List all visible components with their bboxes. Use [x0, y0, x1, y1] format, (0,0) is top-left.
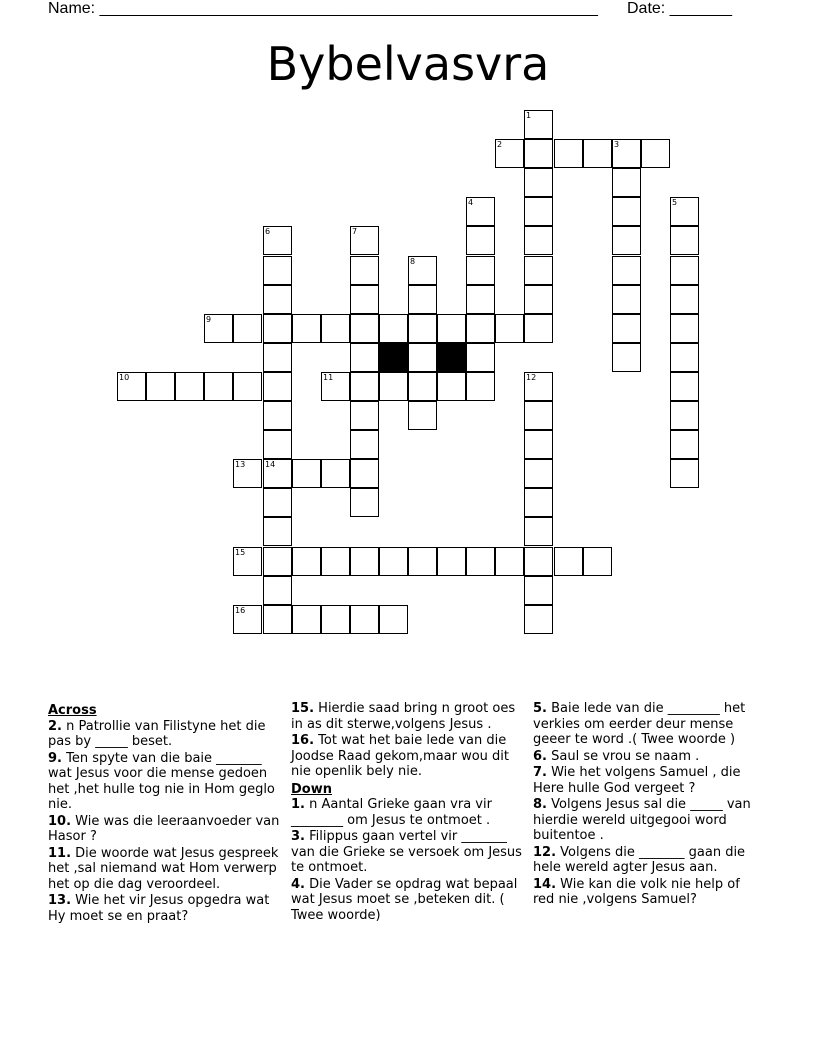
grid-cell[interactable]	[321, 314, 350, 343]
grid-cell[interactable]	[263, 314, 292, 343]
grid-cell[interactable]	[437, 547, 466, 576]
grid-cell[interactable]	[612, 226, 641, 255]
clues-column-1	[48, 701, 280, 925]
grid-cell[interactable]	[117, 372, 146, 401]
grid-cell[interactable]	[350, 314, 379, 343]
clue-down-8: 8. Volgens Jesus sal die _____ van hierdie wereld uitgegooi word buitentoe .	[533, 797, 751, 843]
grid-cell[interactable]	[466, 226, 495, 255]
grid-cell[interactable]	[612, 139, 641, 168]
grid-cell[interactable]	[670, 372, 699, 401]
grid-cell[interactable]	[263, 576, 292, 605]
grid-cell[interactable]	[263, 547, 292, 576]
grid-cell[interactable]	[379, 605, 408, 634]
grid-cell[interactable]	[263, 226, 292, 255]
grid-cell[interactable]	[350, 547, 379, 576]
grid-cell[interactable]	[408, 314, 437, 343]
clue-number: 7	[352, 227, 358, 236]
clues-column-2	[291, 701, 523, 924]
grid-cell[interactable]	[263, 605, 292, 634]
grid-cell[interactable]	[524, 110, 553, 139]
clue-number: 14	[265, 460, 276, 469]
grid-cell[interactable]	[670, 285, 699, 314]
clue-number: 4	[468, 198, 474, 207]
grid-cell[interactable]	[524, 401, 553, 430]
grid-cell[interactable]	[350, 401, 379, 430]
grid-cell[interactable]	[204, 372, 233, 401]
clue-across-10: 10. Wie was die leeraanvoeder van Hasor ?	[48, 813, 280, 844]
clue-down-3: 3. Filippus gaan vertel vir _______ van die Grieke se versoek om Jesus te ontmoet.	[291, 829, 522, 875]
clue-across-16: 16. Tot wat het baie lede van die Joodse Raad gekom,maar wou dit nie openlik bely nie.	[291, 733, 510, 779]
grid-cell[interactable]	[321, 605, 350, 634]
grid-cell[interactable]	[263, 517, 292, 546]
clue-number: 9	[206, 315, 212, 324]
grid-cell[interactable]	[263, 256, 292, 285]
black-cell	[437, 343, 466, 372]
grid-cell[interactable]	[263, 459, 292, 488]
grid-cell[interactable]	[524, 576, 553, 605]
grid-cell[interactable]	[437, 372, 466, 401]
date-field-label: Date: _______	[627, 0, 732, 17]
grid-cell[interactable]	[408, 372, 437, 401]
grid-cell[interactable]	[612, 197, 641, 226]
grid-cell[interactable]	[524, 488, 553, 517]
grid-cell[interactable]	[350, 372, 379, 401]
grid-cell[interactable]	[670, 459, 699, 488]
grid-cell[interactable]	[466, 372, 495, 401]
grid-cell[interactable]	[292, 605, 321, 634]
clue-number: 13	[235, 460, 246, 469]
clue-number: 15	[235, 548, 246, 557]
grid-cell[interactable]	[554, 139, 583, 168]
grid-cell[interactable]	[524, 285, 553, 314]
clue-across-2: 2. n Patrollie van Filistyne het die pas by _____ beset.	[48, 718, 266, 749]
grid-cell[interactable]	[292, 459, 321, 488]
grid-cell[interactable]	[495, 547, 524, 576]
grid-cell[interactable]	[670, 430, 699, 459]
clue-down-4: 4. Die Vader se opdrag wat bepaal wat Jesus moet se ,beteken dit. ( Twee woorde)	[291, 876, 518, 923]
grid-cell[interactable]	[495, 314, 524, 343]
grid-cell[interactable]	[233, 547, 262, 576]
grid-cell[interactable]	[350, 343, 379, 372]
clue-across-9: 9. Ten spyte van die baie _______ wat Jesus voor die mense gedoen het ,het hulle tog nie in Hom geglo nie.	[48, 750, 275, 812]
clue-number: 6	[265, 227, 271, 236]
grid-cell[interactable]	[263, 372, 292, 401]
grid-cell[interactable]	[612, 256, 641, 285]
down-heading: Down	[291, 781, 332, 797]
grid-cell[interactable]	[495, 139, 524, 168]
grid-cell[interactable]	[263, 285, 292, 314]
grid-cell[interactable]	[408, 256, 437, 285]
grid-cell[interactable]	[233, 605, 262, 634]
grid-cell[interactable]	[350, 256, 379, 285]
clue-number: 10	[119, 373, 130, 382]
grid-cell[interactable]	[379, 547, 408, 576]
grid-cell[interactable]	[233, 372, 262, 401]
clue-number: 12	[526, 373, 537, 382]
grid-cell[interactable]	[321, 547, 350, 576]
grid-cell[interactable]	[554, 547, 583, 576]
grid-cell[interactable]	[321, 459, 350, 488]
clue-down-14: 14. Wie kan die volk nie help of red nie ,volgens Samuel?	[533, 876, 740, 907]
grid-cell[interactable]	[466, 285, 495, 314]
clue-down-5: 5. Baie lede van die ________ het verkies om eerder deur mense geeer te word .( Twee woorde )	[533, 701, 746, 747]
clue-across-11: 11. Die woorde wat Jesus gespreek het ,sal niemand wat Hom verwerp het op die dag veroordeel.	[48, 845, 279, 892]
grid-cell[interactable]	[670, 226, 699, 255]
grid-cell[interactable]	[350, 488, 379, 517]
grid-cell[interactable]	[350, 430, 379, 459]
grid-cell[interactable]	[670, 197, 699, 226]
clue-down-12: 12. Volgens die _______ gaan die hele wereld agter Jesus aan.	[533, 844, 746, 875]
grid-cell[interactable]	[524, 314, 553, 343]
clue-down-6: 6. Saul se vrou se naam .	[533, 748, 700, 764]
grid-cell[interactable]	[583, 139, 612, 168]
clue-across-13: 13. Wie het vir Jesus opgedra wat Hy moet se en praat?	[48, 893, 270, 924]
grid-cell[interactable]	[524, 372, 553, 401]
grid-cell[interactable]	[612, 168, 641, 197]
grid-cell[interactable]	[379, 372, 408, 401]
clue-down-1: 1. n Aantal Grieke gaan vra vir ________ om Jesus te ontmoet .	[291, 797, 492, 828]
grid-cell[interactable]	[379, 314, 408, 343]
clues-column-3	[533, 701, 765, 909]
grid-cell[interactable]	[466, 197, 495, 226]
grid-cell[interactable]	[350, 605, 379, 634]
grid-cell[interactable]	[175, 372, 204, 401]
grid-cell[interactable]	[263, 430, 292, 459]
grid-cell[interactable]	[524, 605, 553, 634]
clue-number: 11	[323, 373, 334, 382]
grid-cell[interactable]	[670, 256, 699, 285]
grid-cell[interactable]	[524, 256, 553, 285]
clue-across-15: 15. Hierdie saad bring n groot oes in as dit sterwe,volgens Jesus .	[291, 701, 516, 732]
grid-cell[interactable]	[408, 343, 437, 372]
page-title: Bybelvasvra	[266, 37, 550, 91]
grid-cell[interactable]	[263, 343, 292, 372]
grid-cell[interactable]	[437, 314, 466, 343]
grid-cell[interactable]	[524, 226, 553, 255]
grid-cell[interactable]	[524, 430, 553, 459]
grid-cell[interactable]	[350, 459, 379, 488]
grid-cell[interactable]	[670, 343, 699, 372]
grid-cell[interactable]	[466, 547, 495, 576]
grid-cell[interactable]	[524, 139, 553, 168]
grid-cell[interactable]	[292, 547, 321, 576]
grid-cell[interactable]	[292, 314, 321, 343]
grid-cell[interactable]	[583, 547, 612, 576]
grid-cell[interactable]	[524, 197, 553, 226]
name-field-label: Name: ________________________________________________________	[48, 0, 598, 17]
grid-cell[interactable]	[408, 285, 437, 314]
grid-cell[interactable]	[233, 459, 262, 488]
clue-number: 2	[497, 140, 503, 149]
grid-cell[interactable]	[233, 314, 262, 343]
clue-number: 3	[614, 140, 620, 149]
grid-cell[interactable]	[524, 459, 553, 488]
grid-cell[interactable]	[612, 343, 641, 372]
grid-cell[interactable]	[670, 401, 699, 430]
grid-cell[interactable]	[524, 168, 553, 197]
grid-cell[interactable]	[524, 547, 553, 576]
grid-cell[interactable]	[146, 372, 175, 401]
clue-number: 8	[410, 257, 416, 266]
grid-cell[interactable]	[321, 372, 350, 401]
clue-down-7: 7. Wie het volgens Samuel , die Here hulle God vergeet ?	[533, 765, 741, 796]
grid-cell[interactable]	[263, 401, 292, 430]
grid-cell[interactable]	[466, 256, 495, 285]
grid-cell[interactable]	[466, 314, 495, 343]
grid-cell[interactable]	[612, 285, 641, 314]
grid-cell[interactable]	[204, 314, 233, 343]
grid-cell[interactable]	[524, 517, 553, 546]
grid-cell[interactable]	[350, 226, 379, 255]
grid-cell[interactable]	[670, 314, 699, 343]
grid-cell[interactable]	[408, 401, 437, 430]
grid-cell[interactable]	[466, 343, 495, 372]
grid-cell[interactable]	[350, 285, 379, 314]
grid-cell[interactable]	[263, 488, 292, 517]
grid-cell[interactable]	[641, 139, 670, 168]
grid-cell[interactable]	[408, 547, 437, 576]
clue-number: 5	[672, 198, 678, 207]
clue-number: 16	[235, 606, 246, 615]
clue-number: 1	[526, 111, 532, 120]
across-heading: Across	[48, 703, 97, 718]
black-cell	[379, 343, 408, 372]
grid-cell[interactable]	[612, 314, 641, 343]
